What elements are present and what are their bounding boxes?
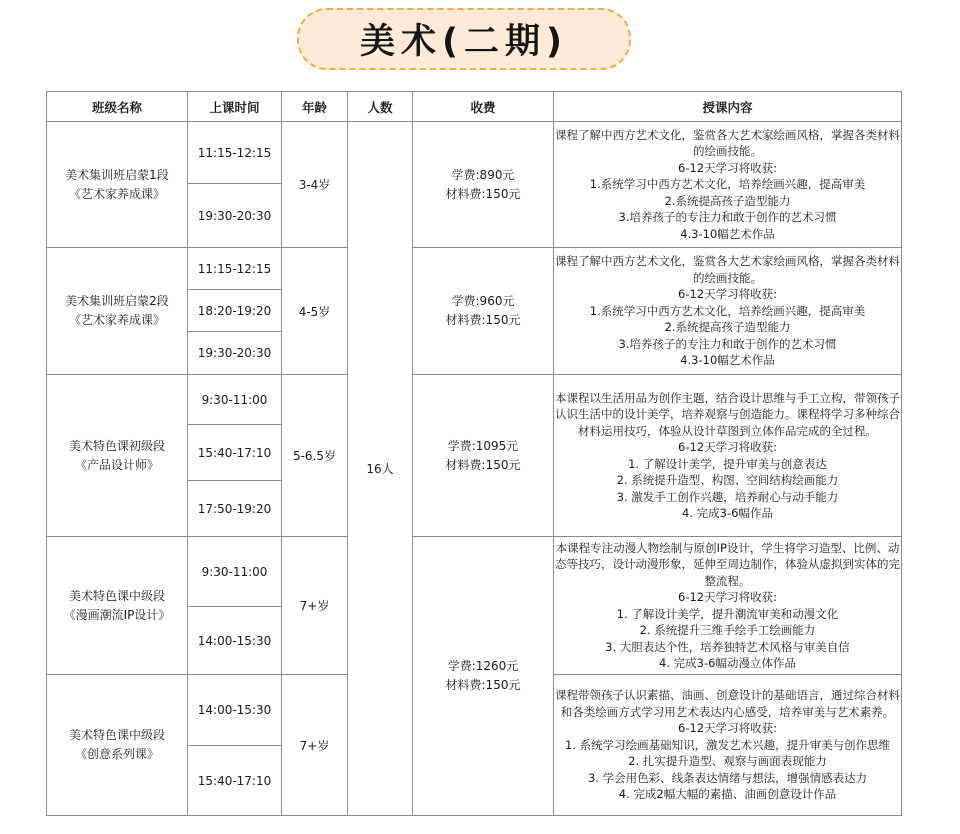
- schedule-table: [46, 91, 902, 816]
- course-subtitle: 《漫画潮流IP设计》: [63, 607, 171, 622]
- content-line: 4. 完成3-6幅作品: [682, 506, 773, 520]
- header-row: [47, 92, 902, 122]
- time-cell: 15:40-17:10: [188, 425, 282, 481]
- age-cell: 4-5岁: [282, 248, 348, 375]
- time-cell: 14:00-15:30: [188, 607, 282, 675]
- content-line: 2.系统提高孩子造型能力: [664, 193, 791, 208]
- time-cell: 14:00-15:30: [188, 675, 282, 746]
- capacity-cell: 16人: [348, 122, 413, 816]
- course-content-cell: [554, 375, 902, 537]
- content-line: 3. 大胆表达个性，培养独特艺术风格与审美自信: [605, 639, 850, 654]
- content-line: 3.培养孩子的专注力和敢于创作的艺术习惯: [618, 210, 837, 225]
- content-line: 6-12天学习将收获:: [678, 590, 777, 604]
- age-cell: 3-4岁: [282, 122, 348, 248]
- content-line: 1.系统学习中西方艺术文化，培养绘画兴趣，提高审美: [589, 177, 866, 192]
- material-fee: 材料费:150元: [445, 313, 521, 327]
- content-line: 2. 系统提升造型、构图、空间结构绘画能力: [616, 473, 839, 487]
- age-cell: 7+岁: [282, 675, 348, 816]
- course-subtitle: 《产品设计师》: [74, 457, 159, 472]
- content-line: 6-12天学习将收获:: [678, 287, 777, 302]
- content-line: 课程带领孩子认识素描、油画、创意设计的基础语言，通过综合材料和各类绘画方式学习用艺术表达内心感受，培养审美与艺术素养。: [555, 688, 900, 719]
- content-line: 4. 完成3-6幅动漫立体作品: [659, 656, 796, 670]
- table-row: [47, 537, 902, 607]
- table-row: [47, 248, 902, 290]
- course-name: 美术特色课中级段: [68, 588, 165, 603]
- content-line: 课程了解中西方艺术文化，鉴赏各大艺术家绘画风格，掌握各类材料的绘画技能。: [555, 127, 900, 159]
- course-content-cell: [554, 122, 902, 248]
- time-cell: 15:40-17:10: [188, 746, 282, 816]
- fee-cell-shared: [413, 537, 554, 816]
- title-badge: [297, 8, 631, 70]
- content-line: 4. 完成2幅大幅的素描、油画创意设计作品: [618, 787, 837, 802]
- content-line: 2. 扎实提升造型、观察与画面表现能力: [628, 754, 827, 769]
- course-content-cell: [554, 675, 902, 816]
- fee-cell: [413, 122, 554, 248]
- fee-cell: [413, 248, 554, 375]
- time-cell: 18:20-19:20: [188, 290, 282, 332]
- content-line: 4.3-10幅艺术作品: [680, 353, 775, 368]
- course-content-cell: [554, 537, 902, 675]
- content-line: 1.系统学习中西方艺术文化，培养绘画兴趣，提高审美: [589, 303, 866, 318]
- course-name: 美术集训班启蒙1段: [65, 167, 169, 182]
- header-class-time: 上课时间: [188, 92, 282, 122]
- tuition-fee: 学费:960元: [451, 294, 515, 308]
- content-line: 1. 了解设计美学，提升潮流审美和动漫文化: [616, 606, 839, 621]
- content-line: 3. 激发手工创作兴趣，培养耐心与动手能力: [616, 489, 839, 504]
- time-cell: 19:30-20:30: [188, 332, 282, 375]
- course-name: 美术集训班启蒙2段: [65, 294, 169, 308]
- content-line: 6-12天学习将收获:: [678, 440, 777, 454]
- course-subtitle: 《艺术家养成课》: [68, 186, 165, 201]
- content-line: 6-12天学习将收获:: [678, 160, 777, 175]
- content-line: 本课程以生活用品为创作主题，结合设计思维与手工立构，带领孩子认识生活中的设计美学，培养观察与创造能力。课程将学习多种综合材料运用技巧，体验从设计草图到立体作品完成的全过程。: [555, 390, 900, 438]
- course-name-cell: [47, 122, 188, 248]
- time-cell: 11:15-12:15: [188, 122, 282, 184]
- time-cell: 9:30-11:00: [188, 537, 282, 607]
- tuition-fee: 学费:1095元: [447, 438, 519, 453]
- table-row: [47, 122, 902, 184]
- content-line: 课程了解中西方艺术文化，鉴赏各大艺术家绘画风格，掌握各类材料的绘画技能。: [555, 254, 900, 285]
- time-cell: 11:15-12:15: [188, 248, 282, 290]
- material-fee: 材料费:150元: [445, 457, 521, 472]
- material-fee: 材料费:150元: [445, 186, 521, 201]
- fee-cell: [413, 375, 554, 537]
- course-name-cell: [47, 375, 188, 537]
- course-name-cell: [47, 675, 188, 816]
- header-content: 授课内容: [554, 92, 902, 122]
- course-name-cell: [47, 537, 188, 675]
- page-title: 美术(二期): [360, 22, 568, 62]
- course-subtitle: 《创意系列课》: [74, 747, 159, 761]
- course-subtitle: 《艺术家养成课》: [68, 313, 165, 327]
- content-line: 1. 了解设计美学，提升审美与创意表达: [628, 456, 827, 471]
- material-fee: 材料费:150元: [445, 678, 521, 692]
- content-line: 2.系统提高孩子造型能力: [664, 320, 791, 335]
- age-cell: 7+岁: [282, 537, 348, 675]
- age-cell: 5-6.5岁: [282, 375, 348, 537]
- content-line: 4.3-10幅艺术作品: [680, 226, 775, 241]
- content-line: 2. 系统提升三维手绘手工绘画能力: [639, 623, 816, 637]
- time-cell: 19:30-20:30: [188, 184, 282, 248]
- header-fee: 收费: [413, 92, 554, 122]
- content-line: 3. 学会用色彩、线条表达情绪与想法，增强情感表达力: [587, 770, 868, 785]
- content-line: 3.培养孩子的专注力和敢于创作的艺术习惯: [618, 336, 837, 351]
- header-class-name: 班级名称: [47, 92, 188, 122]
- content-line: 1. 系统学习绘画基础知识，激发艺术兴趣，提升审美与创作思维: [564, 737, 891, 752]
- course-name: 美术特色课初级段: [68, 438, 165, 453]
- content-line: 6-12天学习将收获:: [678, 721, 777, 736]
- course-content-cell: [554, 248, 902, 375]
- content-line: 本课程专注动漫人物绘制与原创IP设计，学生将学习造型、比例、动态等技巧，设计动漫形象，延伸至周边制作，体验从虚拟到实体的完整流程。: [555, 540, 900, 588]
- tuition-fee: 学费:890元: [451, 167, 515, 182]
- time-cell: 9:30-11:00: [188, 375, 282, 425]
- course-name: 美术特色课中级段: [68, 728, 165, 742]
- time-cell: 17:50-19:20: [188, 481, 282, 537]
- course-name-cell: [47, 248, 188, 375]
- header-capacity: 人数: [348, 92, 413, 122]
- table-row: [47, 375, 902, 425]
- header-age: 年龄: [282, 92, 348, 122]
- tuition-fee: 学费:1260元: [447, 659, 519, 673]
